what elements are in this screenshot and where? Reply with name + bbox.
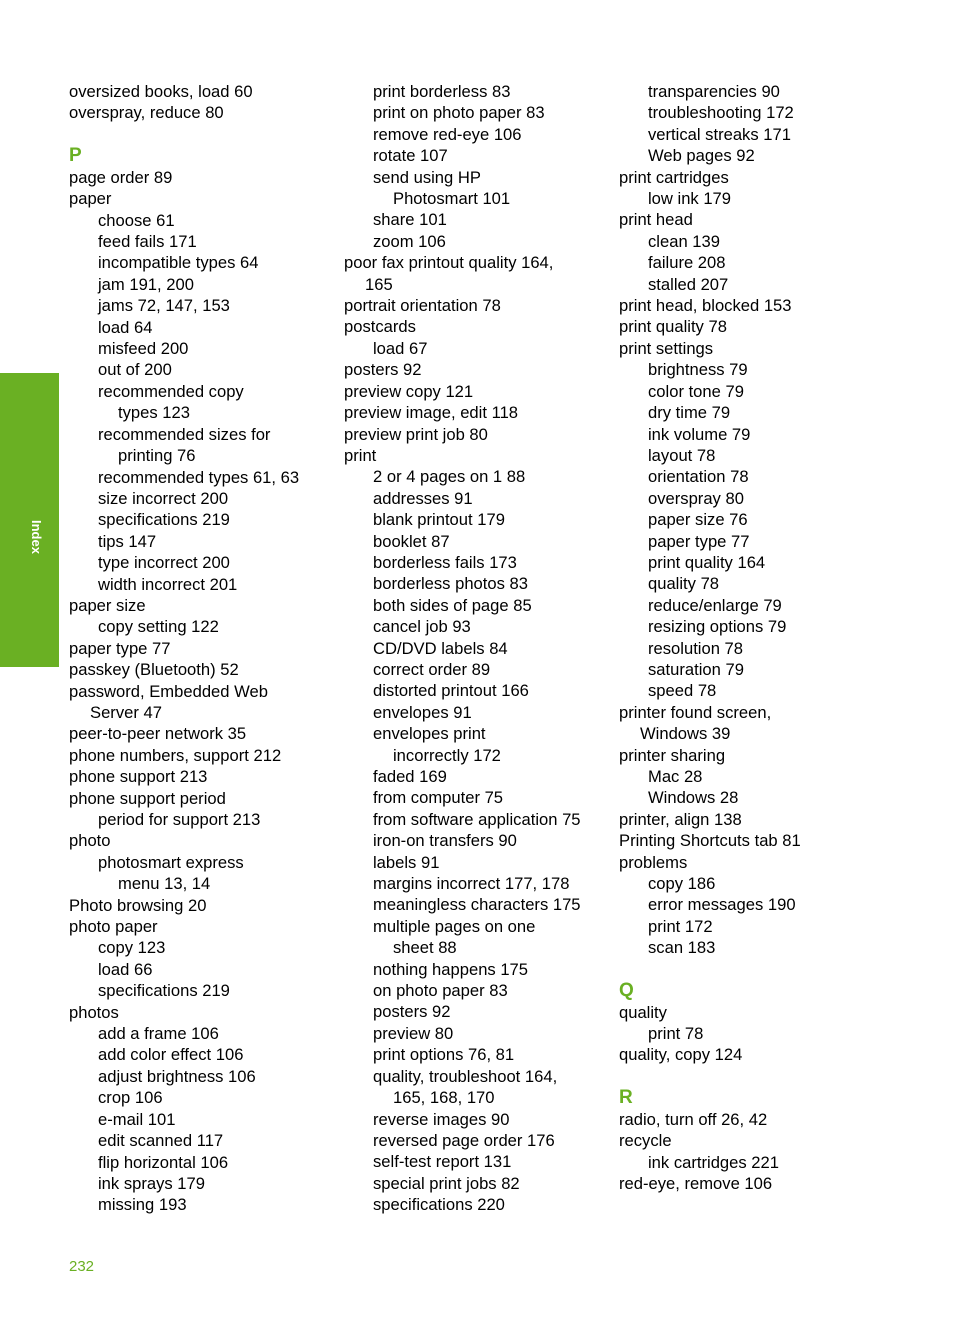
- index-subentry: resizing options 79: [648, 617, 787, 637]
- index-subentry: correct order 89: [373, 659, 491, 679]
- index-entry: problems: [619, 852, 688, 872]
- index-subentry: failure 208: [648, 253, 726, 273]
- index-entry: posters 92: [344, 360, 422, 380]
- index-subentry: print borderless 83: [373, 82, 511, 101]
- index-subentry: add color effect 106: [98, 1045, 244, 1065]
- index-subentry: multiple pages on one: [373, 916, 536, 936]
- index-entry: phone support period: [69, 788, 226, 808]
- index-subentry: jam 191, 200: [98, 274, 194, 294]
- index-subentry: dry time 79: [648, 403, 731, 423]
- index-subentry: specifications 219: [98, 510, 230, 530]
- index-entry: photos: [69, 1002, 119, 1022]
- index-subentry: quality, troubleshoot 164,: [373, 1066, 558, 1086]
- index-subentry: preview 80: [373, 1023, 454, 1043]
- index-subentry: missing 193: [98, 1195, 187, 1215]
- index-subentry: Web pages 92: [648, 146, 755, 166]
- index-entry: photo: [69, 831, 111, 851]
- index-entry: printer, align 138: [619, 809, 742, 829]
- index-subentry: faded 169: [373, 767, 447, 786]
- index-entry: preview image, edit 118: [344, 403, 519, 423]
- index-subentry: low ink 179: [648, 189, 732, 209]
- index-subentry: posters 92: [373, 1002, 451, 1022]
- index-subentry: brightness 79: [648, 360, 748, 380]
- index-subentry: zoom 106: [373, 231, 446, 251]
- index-entry: preview print job 80: [344, 424, 488, 444]
- index-subentry: incorrectly 172: [393, 745, 501, 765]
- index-subentry: transparencies 90: [648, 82, 780, 101]
- index-subentry: borderless photos 83: [373, 574, 528, 594]
- index-entry: paper size: [69, 595, 146, 615]
- index-subentry: booklet 87: [373, 531, 450, 551]
- index-subentry: paper type 77: [648, 531, 750, 551]
- index-subentry: special print jobs 82: [373, 1173, 520, 1193]
- index-entry-continuation: Server 47: [90, 702, 162, 722]
- index-subentry: send using HP: [373, 167, 481, 187]
- index-subentry: CD/DVD labels 84: [373, 638, 508, 658]
- index-subentry: jams 72, 147, 153: [98, 296, 230, 316]
- index-subentry: share 101: [373, 210, 447, 230]
- section-letter: P: [69, 144, 82, 166]
- index-subentry: recommended types 61, 63: [98, 467, 300, 487]
- index-subentry: stalled 207: [648, 274, 729, 294]
- index-subentry: Windows 28: [648, 788, 739, 808]
- index-entry: printer sharing: [619, 745, 726, 765]
- index-entry: print cartridges: [619, 167, 729, 187]
- index-subentry: troubleshooting 172: [648, 103, 794, 123]
- index-subentry: paper size 76: [648, 510, 748, 530]
- index-subentry: recommended copy: [98, 381, 244, 401]
- index-subentry: adjust brightness 106: [98, 1066, 256, 1086]
- index-subentry: saturation 79: [648, 659, 744, 679]
- index-subentry: print on photo paper 83: [373, 103, 545, 123]
- index-entry: page order 89: [69, 167, 173, 187]
- index-subentry: incompatible types 64: [98, 253, 259, 273]
- index-entry-continuation: 165: [365, 274, 393, 294]
- index-entry: Printing Shortcuts tab 81: [619, 831, 801, 851]
- index-subentry: sheet 88: [393, 938, 457, 958]
- index-subentry: photosmart express: [98, 852, 244, 872]
- index-subentry: crop 106: [98, 1088, 163, 1108]
- index-subentry: margins incorrect 177, 178: [373, 874, 570, 894]
- index-subentry: choose 61: [98, 210, 175, 230]
- index-subentry: envelopes 91: [373, 702, 472, 722]
- page-number: 232: [69, 1258, 95, 1275]
- index-entry: printer found screen,: [619, 702, 772, 722]
- index-column-3: [619, 81, 881, 1195]
- index-subentry: copy 186: [648, 874, 716, 894]
- index-subentry: ink volume 79: [648, 424, 751, 444]
- index-subentry: load 66: [98, 959, 153, 979]
- index-entry: print settings: [619, 338, 714, 358]
- index-subentry: speed 78: [648, 681, 717, 701]
- index-entry: passkey (Bluetooth) 52: [69, 660, 239, 680]
- index-subentry: vertical streaks 171: [648, 124, 791, 144]
- index-subentry: ink cartridges 221: [648, 1152, 779, 1172]
- index-subentry: from software application 75: [373, 809, 581, 829]
- index-subentry: reversed page order 176: [373, 1130, 555, 1150]
- index-subentry: load 67: [373, 338, 428, 358]
- index-subentry: load 64: [98, 317, 153, 337]
- index-subentry: blank printout 179: [373, 510, 505, 530]
- index-entry: peer-to-peer network 35: [69, 724, 247, 744]
- index-subentry: menu 13, 14: [118, 874, 211, 894]
- index-subentry: remove red-eye 106: [373, 124, 522, 144]
- index-subentry: orientation 78: [648, 467, 749, 487]
- index-subentry: both sides of page 85: [373, 595, 532, 615]
- index-subentry: labels 91: [373, 852, 440, 872]
- index-subentry: envelopes print: [373, 724, 486, 744]
- index-entry: oversized books, load 60: [69, 82, 253, 101]
- index-subentry: cancel job 93: [373, 617, 471, 637]
- section-letter: Q: [619, 979, 634, 1001]
- index-entry: preview copy 121: [344, 381, 474, 401]
- index-subentry: print quality 164: [648, 552, 766, 572]
- index-subentry: types 123: [118, 403, 190, 423]
- index-entry: Photo browsing 20: [69, 895, 207, 915]
- index-entry: quality, copy 124: [619, 1045, 743, 1065]
- index-subentry: out of 200: [98, 360, 172, 380]
- index-subentry: iron-on transfers 90: [373, 831, 517, 851]
- index-subentry: print options 76, 81: [373, 1045, 515, 1065]
- index-entry: print quality 78: [619, 317, 727, 337]
- index-subentry: layout 78: [648, 445, 716, 465]
- index-subentry: edit scanned 117: [98, 1131, 224, 1151]
- index-subentry: flip horizontal 106: [98, 1152, 229, 1172]
- index-entry: recycle: [619, 1131, 672, 1151]
- index-entry: print: [344, 445, 377, 465]
- index-subentry: distorted printout 166: [373, 681, 529, 701]
- index-entry: overspray, reduce 80: [69, 103, 224, 123]
- index-subentry: copy setting 122: [98, 617, 219, 637]
- index-subentry: print 172: [648, 916, 713, 936]
- index-subentry: scan 183: [648, 938, 716, 958]
- index-subentry: nothing happens 175: [373, 959, 529, 979]
- index-subentry: tips 147: [98, 531, 157, 551]
- index-subentry: 2 or 4 pages on 1 88: [373, 467, 526, 487]
- index-subentry: resolution 78: [648, 638, 744, 658]
- index-entry: portrait orientation 78: [344, 296, 501, 316]
- index-entry: paper: [69, 189, 112, 209]
- index-subentry: misfeed 200: [98, 339, 189, 359]
- index-column-1: [69, 81, 331, 1216]
- index-subentry: Photosmart 101: [393, 189, 511, 209]
- index-subentry: borderless fails 173: [373, 552, 517, 572]
- index-subentry: reduce/enlarge 79: [648, 595, 782, 615]
- index-entry: password, Embedded Web: [69, 681, 268, 701]
- index-subentry: print 78: [648, 1024, 704, 1044]
- index-subentry: reverse images 90: [373, 1109, 510, 1129]
- index-entry: phone support 213: [69, 767, 208, 787]
- index-subentry: copy 123: [98, 938, 166, 958]
- index-subentry: period for support 213: [98, 810, 261, 829]
- index-subentry: width incorrect 201: [98, 574, 238, 594]
- index-subentry: specifications 219: [98, 981, 230, 1001]
- index-entry: postcards: [344, 317, 416, 337]
- index-subentry: self-test report 131: [373, 1152, 512, 1172]
- index-entry: paper type 77: [69, 638, 171, 658]
- index-subentry: type incorrect 200: [98, 553, 230, 573]
- index-entry: photo paper: [69, 917, 158, 937]
- index-entry: print head, blocked 153: [619, 296, 792, 316]
- index-subentry: addresses 91: [373, 488, 473, 508]
- index-subentry: quality 78: [648, 574, 720, 594]
- index-subentry: 165, 168, 170: [393, 1088, 495, 1108]
- section-letter: R: [619, 1086, 633, 1108]
- index-subentry: add a frame 106: [98, 1024, 219, 1044]
- index-entry: radio, turn off 26, 42: [619, 1109, 768, 1129]
- index-subentry: color tone 79: [648, 381, 744, 401]
- index-entry: print head: [619, 210, 693, 230]
- index-subentry: printing 76: [118, 446, 196, 466]
- index-subentry: clean 139: [648, 231, 720, 251]
- index-subentry: recommended sizes for: [98, 424, 271, 444]
- index-subentry: specifications 220: [373, 1195, 505, 1215]
- index-subentry: size incorrect 200: [98, 488, 229, 508]
- index-subentry: rotate 107: [373, 146, 448, 166]
- index-subentry: Mac 28: [648, 767, 703, 786]
- index-entry: poor fax printout quality 164,: [344, 253, 554, 273]
- index-subentry: from computer 75: [373, 788, 504, 808]
- index-subentry: feed fails 171: [98, 232, 197, 252]
- index-column-2: [344, 81, 606, 1216]
- index-entry-continuation: Windows 39: [640, 724, 731, 744]
- side-tab-label: Index: [29, 520, 44, 554]
- index-entry: phone numbers, support 212: [69, 745, 282, 765]
- index-entry: quality: [619, 1002, 667, 1022]
- index-subentry: e-mail 101: [98, 1109, 176, 1129]
- index-subentry: meaningless characters 175: [373, 895, 581, 915]
- index-subentry: on photo paper 83: [373, 981, 508, 1001]
- index-subentry: overspray 80: [648, 488, 744, 508]
- index-subentry: error messages 190: [648, 895, 796, 915]
- index-entry: red-eye, remove 106: [619, 1174, 773, 1194]
- index-subentry: ink sprays 179: [98, 1173, 205, 1193]
